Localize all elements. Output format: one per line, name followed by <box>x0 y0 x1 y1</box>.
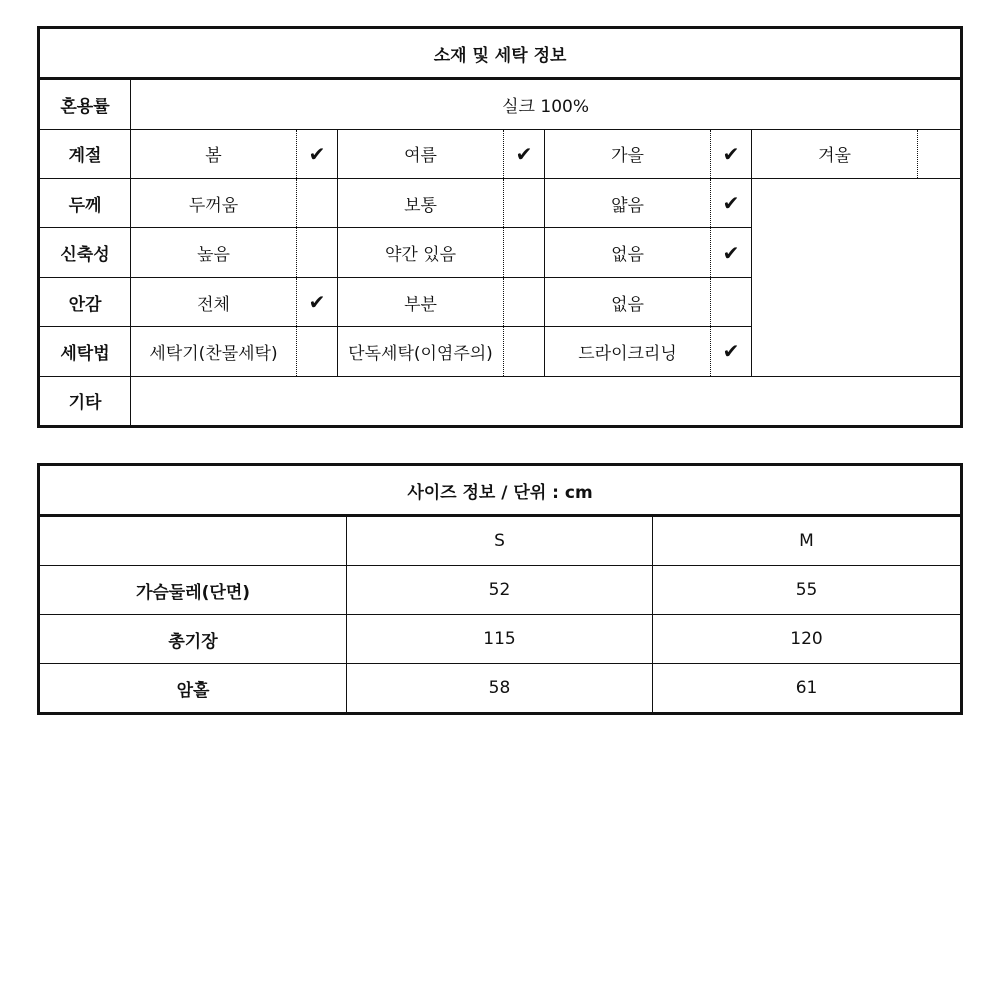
lining-label: 안감 <box>40 277 131 326</box>
stretch-check <box>297 228 338 277</box>
size-table-title: 사이즈 정보 / 단위 : cm <box>40 466 961 516</box>
size-row-label: 가슴둘레(단면) <box>40 566 347 615</box>
size-row <box>40 566 961 615</box>
etc-row <box>40 376 961 425</box>
thickness-check: ✔ <box>711 179 752 228</box>
wash-option: 드라이크리닝 <box>545 327 711 376</box>
wash-option: 단독세탁(이염주의) <box>338 327 504 376</box>
stretch-option: 높음 <box>131 228 297 277</box>
wash-check <box>504 327 545 376</box>
season-row <box>40 129 961 178</box>
stretch-option: 약간 있음 <box>338 228 504 277</box>
lining-option: 전체 <box>131 277 297 326</box>
thickness-label: 두께 <box>40 179 131 228</box>
care-info-table <box>39 28 961 426</box>
lining-option: 부분 <box>338 277 504 326</box>
stretch-check: ✔ <box>711 228 752 277</box>
size-value: 61 <box>653 664 961 713</box>
size-header-cell: S <box>347 516 653 566</box>
season-check: ✔ <box>297 129 338 178</box>
etc-value <box>131 376 961 425</box>
thickness-option: 보통 <box>338 179 504 228</box>
material-value: 실크 100% <box>131 79 961 129</box>
size-info-table <box>39 465 961 713</box>
size-value: 115 <box>347 615 653 664</box>
thickness-check <box>504 179 545 228</box>
size-value: 55 <box>653 566 961 615</box>
season-check: ✔ <box>711 129 752 178</box>
thickness-row <box>40 179 961 228</box>
size-header-cell <box>40 516 347 566</box>
stretch-option: 없음 <box>545 228 711 277</box>
season-label: 계절 <box>40 129 131 178</box>
wash-option: 세탁기(찬물세탁) <box>131 327 297 376</box>
season-option: 봄 <box>131 129 297 178</box>
season-check: ✔ <box>504 129 545 178</box>
season-option: 가을 <box>545 129 711 178</box>
thickness-check <box>297 179 338 228</box>
size-value: 58 <box>347 664 653 713</box>
size-row-label: 총기장 <box>40 615 347 664</box>
size-header-cell: M <box>653 516 961 566</box>
size-value: 120 <box>653 615 961 664</box>
thickness-option: 두꺼움 <box>131 179 297 228</box>
material-row <box>40 79 961 129</box>
lining-check <box>504 277 545 326</box>
season-check <box>918 129 961 178</box>
wash-label: 세탁법 <box>40 327 131 376</box>
etc-label: 기타 <box>40 376 131 425</box>
care-table-title: 소재 및 세탁 정보 <box>40 29 961 79</box>
stretch-check <box>504 228 545 277</box>
season-option: 여름 <box>338 129 504 178</box>
size-header-row <box>40 516 961 566</box>
size-value: 52 <box>347 566 653 615</box>
wash-check: ✔ <box>711 327 752 376</box>
lining-check <box>711 277 752 326</box>
empty-block <box>752 179 961 376</box>
size-row <box>40 615 961 664</box>
wash-check <box>297 327 338 376</box>
size-row-label: 암홀 <box>40 664 347 713</box>
lining-option: 없음 <box>545 277 711 326</box>
thickness-option: 얇음 <box>545 179 711 228</box>
season-option: 겨울 <box>752 129 918 178</box>
stretch-label: 신축성 <box>40 228 131 277</box>
lining-check: ✔ <box>297 277 338 326</box>
material-label: 혼용률 <box>40 79 131 129</box>
size-row <box>40 664 961 713</box>
